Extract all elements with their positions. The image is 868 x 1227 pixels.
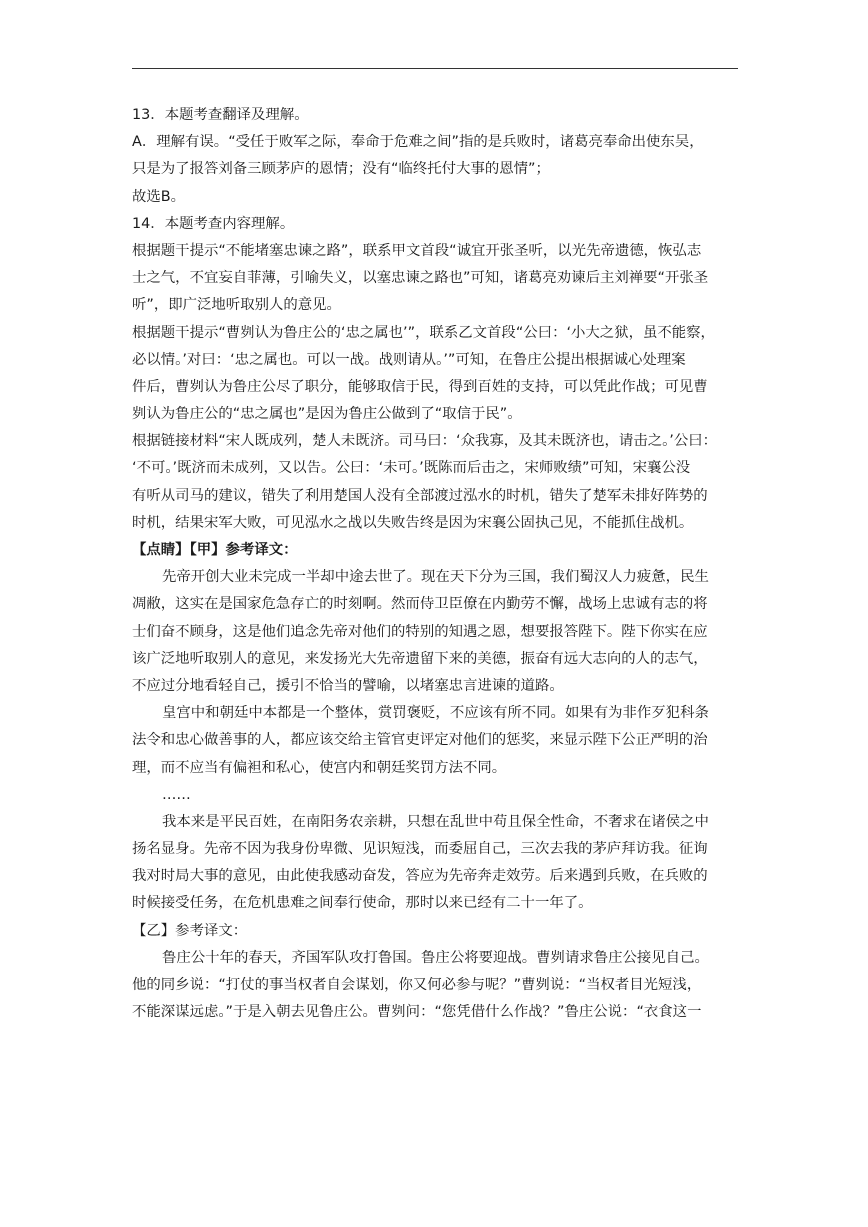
text-line: 先帝开创大业未完成一半却中途去世了。现在天下分为三国，我们蜀汉人力疲惫，民生 <box>162 569 709 586</box>
document-body <box>132 102 740 1026</box>
text-line: 不应过分地看轻自己，援引不恰当的譬喻，以堵塞忠言进谏的道路。 <box>132 677 564 694</box>
text-line: 根据链接材料“宋人既成列，楚人未既济。司马曰：‘众我寡，及其未既济也，请击之。’公曰： <box>132 433 718 450</box>
header-rule <box>132 68 738 69</box>
text-line: 13．本题考查翻译及理解。 <box>132 107 309 123</box>
text-line: 我本来是平民百姓，在南阳务农亲耕，只想在乱世中苟且保全性命，不奢求在诸侯之中 <box>162 813 709 830</box>
text-line: 该广泛地听取别人的意见，来发扬光大先帝遗留下来的美德，振奋有远大志向的人的志气， <box>132 650 708 667</box>
text-line: 【点睛】【甲】参考译文： <box>132 542 298 558</box>
text-line: 凋敝，这实在是国家危急存亡的时刻啊。然而侍卫臣僚在内勤劳不懈，战场上忠诚有志的将 <box>132 596 708 613</box>
text-line: A．理解有误。“受任于败军之际，奉命于危难之间”指的是兵败时，诸葛亮奉命出使东吴， <box>132 134 704 151</box>
text-line: 14．本题考查内容理解。 <box>132 215 295 232</box>
text-line: 不能深谋远虑。”于是入朝去见鲁庄公。曹刿问：“您凭借什么作战？”鲁庄公说：“衣食这一 <box>132 1004 702 1021</box>
text-line: 刿认为鲁庄公的“忠之属也”是因为鲁庄公做到了“取信于民”。 <box>132 406 522 423</box>
text-line: 有听从司马的建议，错失了利用楚国人没有全部渡过泓水的时机，错失了楚军未排好阵势的 <box>132 487 708 504</box>
text-line: 扬名显身。先帝不因为我身份卑微、见识短浅，而委屈自己，三次去我的茅庐拜访我。征询 <box>132 841 708 858</box>
text-line: ‘不可。’既济而未成列，又以告。公曰：‘未可。’既陈而后击之，宋师败绩”可知，宋襄公没 <box>132 460 691 477</box>
text-line: 皇宫中和朝廷中本都是一个整体，赏罚褒贬，不应该有所不同。如果有为非作歹犯科条 <box>162 705 709 722</box>
text-line: 士们奋不顾身，这是他们追念先帝对他们的特别的知遇之恩，想要报答陛下。陛下你实在应 <box>132 623 708 640</box>
text-line: 根据题干提示“不能堵塞忠谏之路”，联系甲文首段“诚宜开张圣听，以光先帝遗德，恢弘志 <box>132 242 702 259</box>
text-line: 理，而不应当有偏袒和私心，使宫内和朝廷奖罚方法不同。 <box>132 759 507 776</box>
text-line: 时机，结果宋军大败，可见泓水之战以失败告终是因为宋襄公固执己见，不能抓住战机。 <box>132 514 694 531</box>
text-line: 【乙】参考译文： <box>132 922 248 939</box>
text-line: 我对时局大事的意见，由此使我感动奋发，答应为先帝奔走效劳。后来遇到兵败，在兵败的 <box>132 868 708 885</box>
text-line: 听”，即广泛地听取别人的意见。 <box>132 297 341 314</box>
text-line: 士之气，不宜妄自菲薄，引喻失义，以塞忠谏之路也”可知，诸葛亮劝谏后主刘禅要“开张圣 <box>132 270 709 287</box>
text-line: 件后，曹刿认为鲁庄公尽了职分，能够取信于民，得到百姓的支持，可以凭此作战；可见曹 <box>132 378 708 395</box>
text-line: 鲁庄公十年的春天，齐国军队攻打鲁国。鲁庄公将要迎战。曹刿请求鲁庄公接见自己。 <box>162 949 709 966</box>
text-line: 根据题干提示“曹刿认为鲁庄公的‘忠之属也’”，联系乙文首段“公曰：‘小大之狱，虽不能察， <box>132 324 715 341</box>
text-line: 法令和忠心做善事的人，都应该交给主管官吏评定对他们的惩奖，来显示陛下公正严明的治 <box>132 732 708 749</box>
text-line: 他的同乡说：“打仗的事当权者自会谋划，你又何必参与呢？”曹刿说：“当权者目光短浅， <box>132 977 702 993</box>
text-line: 只是为了报答刘备三顾茅庐的恩情；没有“临终托付大事的恩情”； <box>132 161 550 178</box>
text-line: 故选B。 <box>132 188 186 205</box>
text-line: …… <box>162 786 191 803</box>
text-line: 必以情。’对曰：‘忠之属也。可以一战。战则请从。’”可知，在鲁庄公提出根据诚心处理案 <box>132 351 686 368</box>
text-line: 时候接受任务，在危机患难之间奉行使命，那时以来已经有二十一年了。 <box>132 895 593 912</box>
